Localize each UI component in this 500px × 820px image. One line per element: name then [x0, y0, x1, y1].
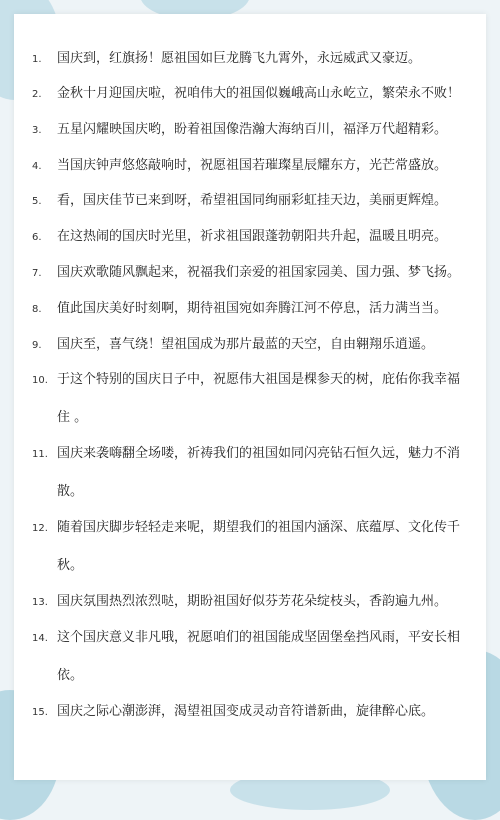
item-number: 7. [32, 268, 42, 279]
item-text-line1: 国庆至，喜气绕！望祖国成为那片最蓝的天空，自由翱翔乐逍遥。 [57, 337, 435, 352]
item-text-line1: 值此国庆美好时刻啊，期待祖国宛如奔腾江河不停息，活力满当当。 [57, 301, 448, 316]
item-text [57, 121, 462, 139]
item-text [57, 192, 462, 210]
item-number: 5. [32, 196, 42, 207]
item-text-line2: 依。 [57, 668, 84, 683]
item-text-line1: 在这热闹的国庆时光里，祈求祖国跟蓬勃朝阳共升起，温暖且明亮。 [57, 229, 448, 244]
item-text-line1: 国庆来袭嗨翻全场喽，祈祷我们的祖国如同闪亮钻石恒久远，魅力不消 [57, 446, 461, 461]
item-number: 11. [32, 449, 48, 460]
item-number: 8. [32, 304, 42, 315]
item-text [57, 445, 462, 499]
item-text [57, 519, 462, 573]
item-number: 12. [32, 523, 48, 534]
item-number: 4. [32, 161, 42, 172]
item-text-line2: 住 。 [57, 410, 88, 425]
item-text [57, 336, 462, 354]
document-page [14, 14, 486, 780]
item-number: 15. [32, 707, 48, 718]
item-text [57, 50, 462, 68]
item-number: 2. [32, 89, 42, 100]
item-number: 3. [32, 125, 42, 136]
item-text-line1: 看，国庆佳节已来到呀，希望祖国同绚丽彩虹挂天边，美丽更辉煌。 [57, 193, 448, 208]
item-number: 1. [32, 54, 42, 65]
item-text [57, 228, 462, 246]
item-text-line1: 随着国庆脚步轻轻走来呢，期望我们的祖国内涵深、底蕴厚、文化传千 [57, 520, 461, 535]
item-text-line1: 金秋十月迎国庆啦，祝咱伟大的祖国似巍峨高山永屹立，繁荣永不败！ [57, 86, 461, 101]
item-number: 9. [32, 340, 42, 351]
item-text [57, 300, 462, 318]
item-number: 14. [32, 633, 48, 644]
item-text [57, 264, 462, 282]
item-text [57, 371, 462, 425]
item-text-line1: 国庆欢歌随风飘起来，祝福我们亲爱的祖国家园美、国力强、梦飞扬。 [57, 265, 461, 280]
item-number: 13. [32, 597, 48, 608]
item-text [57, 85, 462, 103]
item-text [57, 593, 462, 611]
item-text-line1: 当国庆钟声悠悠敲响时，祝愿祖国若璀璨星辰耀东方，光芒常盛放。 [57, 158, 448, 173]
item-text-line1: 于这个特别的国庆日子中，祝愿伟大祖国是棵参天的树，庇佑你我幸福 [57, 372, 461, 387]
item-text-line2: 散。 [57, 484, 84, 499]
item-text [57, 157, 462, 175]
item-text [57, 703, 462, 721]
item-text-line1: 这个国庆意义非凡哦，祝愿咱们的祖国能成坚固堡垒挡风雨，平安长相 [57, 630, 461, 645]
item-text [57, 629, 462, 683]
item-number: 6. [32, 232, 42, 243]
item-text-line1: 国庆之际心潮澎湃，渴望祖国变成灵动音符谱新曲，旋律醉心底。 [57, 704, 435, 719]
item-text-line1: 国庆氛围热烈浓烈哒，期盼祖国好似芬芳花朵绽枝头，香韵遍九州。 [57, 594, 448, 609]
item-text-line2: 秋。 [57, 558, 84, 573]
item-text-line1: 国庆到，红旗扬！愿祖国如巨龙腾飞九霄外，永远威武又豪迈。 [57, 51, 422, 66]
item-number: 10. [32, 375, 48, 386]
item-text-line1: 五星闪耀映国庆哟，盼着祖国像浩瀚大海纳百川，福泽万代超精彩。 [57, 122, 448, 137]
